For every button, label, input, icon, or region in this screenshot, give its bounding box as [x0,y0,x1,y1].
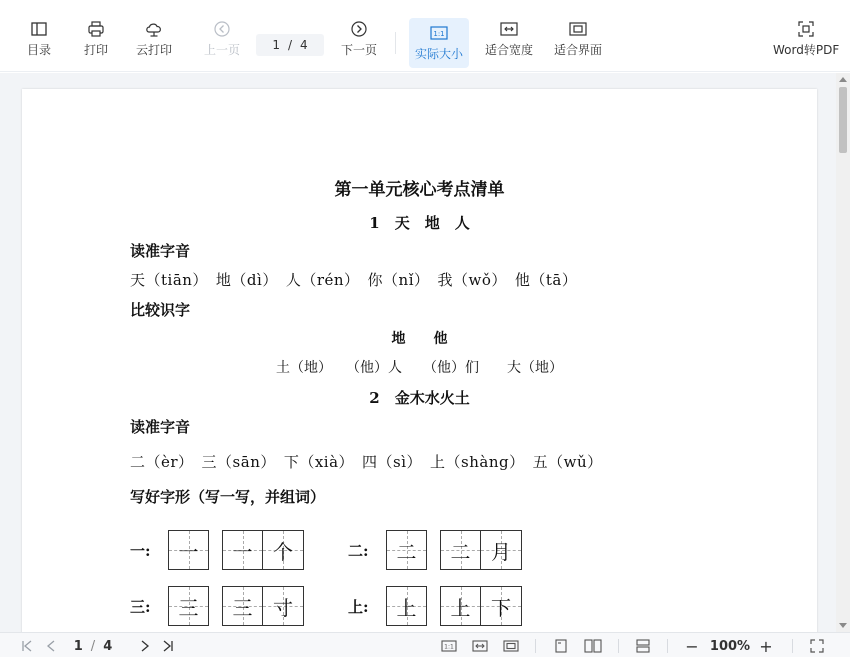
read-line-1: 天（tiān） 地（dì） 人（rén） 你（nǐ） 我（wǒ） 他（tā） [130,271,578,289]
scroll-up-arrow-icon[interactable] [839,77,847,82]
compare-line: 土（地） （他）人 （他）们 大（地） [276,360,563,376]
grid-char: 一 [178,539,199,564]
zoom-level[interactable]: 100% [709,638,751,654]
toolbar-page-separator: / [287,38,293,52]
word-to-pdf-label: Word转PDF [773,43,840,57]
print-label: 打印 [84,43,109,57]
statusbar-current-page[interactable]: 1 [73,638,83,654]
toolbar-divider [395,32,396,54]
fit-width-icon [500,20,518,38]
grid-cell [386,586,427,626]
first-page-icon[interactable] [20,638,34,654]
grid-pair [222,586,304,626]
prev-page-button[interactable] [204,20,240,58]
cloud-print-button[interactable] [136,20,172,58]
fit-page-icon [569,20,587,38]
grid-right-label: 上: [348,597,369,616]
prev-page-label: 上一页 [204,43,241,57]
fullscreen-icon[interactable] [808,638,826,654]
grid-cell [263,586,304,626]
grid-char: 月 [491,539,511,564]
circle-left-icon [213,20,231,38]
statusbar-page-separator: / [90,638,96,654]
grid-cell [386,530,427,570]
grid-left-label: 三: [130,597,151,616]
cloud-print-label: 云打印 [136,43,173,57]
write-heading: 写好字形（写一写，并组词） [130,488,326,506]
grid-cell [440,530,481,570]
fit-page-button[interactable] [554,20,602,58]
zoom-out-icon[interactable]: − [685,636,699,656]
statusbar-divider [618,639,619,653]
actual-size-icon [430,24,448,42]
document-viewer[interactable] [0,73,850,632]
two-page-icon[interactable] [583,638,603,654]
single-page-icon[interactable] [552,638,570,654]
grid-cell [222,586,263,626]
fit-width-button[interactable] [485,20,533,58]
grid-char: 上 [450,595,471,620]
writing-grid-row [130,530,522,570]
toolbar-current-page[interactable]: 1 [272,38,280,52]
grid-char: 寸 [273,595,293,620]
printer-icon [87,20,105,38]
fit-width-icon[interactable] [471,638,489,654]
status-bar [0,632,850,657]
lesson2-title: 2 金木水火土 [369,389,470,407]
page-indicator[interactable] [256,34,324,56]
grid-char: 二 [396,539,417,564]
contents-button[interactable] [27,20,51,58]
writing-grid-row [130,586,522,626]
grid-cell [168,530,209,570]
next-page-label: 下一页 [341,43,378,57]
statusbar-divider [667,639,668,653]
sidebar-icon [30,20,48,38]
statusbar-divider [535,639,536,653]
continuous-scroll-icon[interactable] [634,638,652,654]
document-page [22,89,817,632]
compare-pair: 地 他 [391,331,448,347]
last-page-icon[interactable] [160,638,176,654]
fit-page-label: 适合界面 [554,43,603,57]
prev-page-icon[interactable] [44,638,58,654]
statusbar-page-indicator[interactable] [70,638,116,654]
contents-label: 目录 [27,43,52,57]
zoom-in-icon[interactable]: + [759,636,773,656]
word-to-pdf-button[interactable] [773,20,839,58]
scrollbar-thumb[interactable] [839,87,847,153]
circle-right-icon [350,20,368,38]
read-heading-1: 读准字音 [130,242,191,260]
grid-cell [481,530,522,570]
document-title: 第一单元核心考点清单 [334,180,505,200]
grid-char: 个 [273,539,293,564]
scroll-down-arrow-icon[interactable] [839,623,847,628]
grid-char: 一 [232,539,253,564]
svg-text:1:1: 1:1 [444,643,454,651]
grid-char: 三 [178,595,199,620]
grid-cell [168,586,209,626]
vertical-scrollbar[interactable] [836,73,850,632]
grid-cell [222,530,263,570]
grid-pair [440,530,522,570]
fit-width-label: 适合宽度 [485,43,534,57]
grid-left-label: 一: [130,541,151,560]
grid-cell [263,530,304,570]
fit-page-icon[interactable] [502,638,520,654]
read-line-2: 二（èr） 三（sān） 下（xià） 四（sì） 上（shàng） 五（wǔ） [130,453,603,471]
print-button[interactable] [84,20,108,58]
actual-size-label: 实际大小 [415,47,464,61]
statusbar-total-pages: 4 [103,638,113,654]
toolbar [0,0,850,72]
grid-pair [440,586,522,626]
grid-char: 二 [450,539,471,564]
statusbar-divider [792,639,793,653]
actual-size-icon[interactable] [440,638,458,654]
grid-char: 上 [396,595,417,620]
compare-heading: 比较识字 [130,301,191,319]
grid-char: 下 [491,595,511,620]
next-page-button[interactable] [341,20,377,58]
next-page-icon[interactable] [138,638,152,654]
toolbar-total-pages: 4 [300,38,308,52]
grid-pair [222,530,304,570]
lesson1-title: 1 天 地 人 [369,214,470,232]
cloud-icon [145,20,163,38]
grid-cell [440,586,481,626]
convert-icon [797,20,815,38]
grid-right-label: 二: [348,541,369,560]
actual-size-button[interactable] [409,18,469,68]
svg-text:1:1: 1:1 [433,30,445,38]
grid-cell [481,586,522,626]
grid-char: 三 [232,595,253,620]
read-heading-2: 读准字音 [130,418,191,436]
